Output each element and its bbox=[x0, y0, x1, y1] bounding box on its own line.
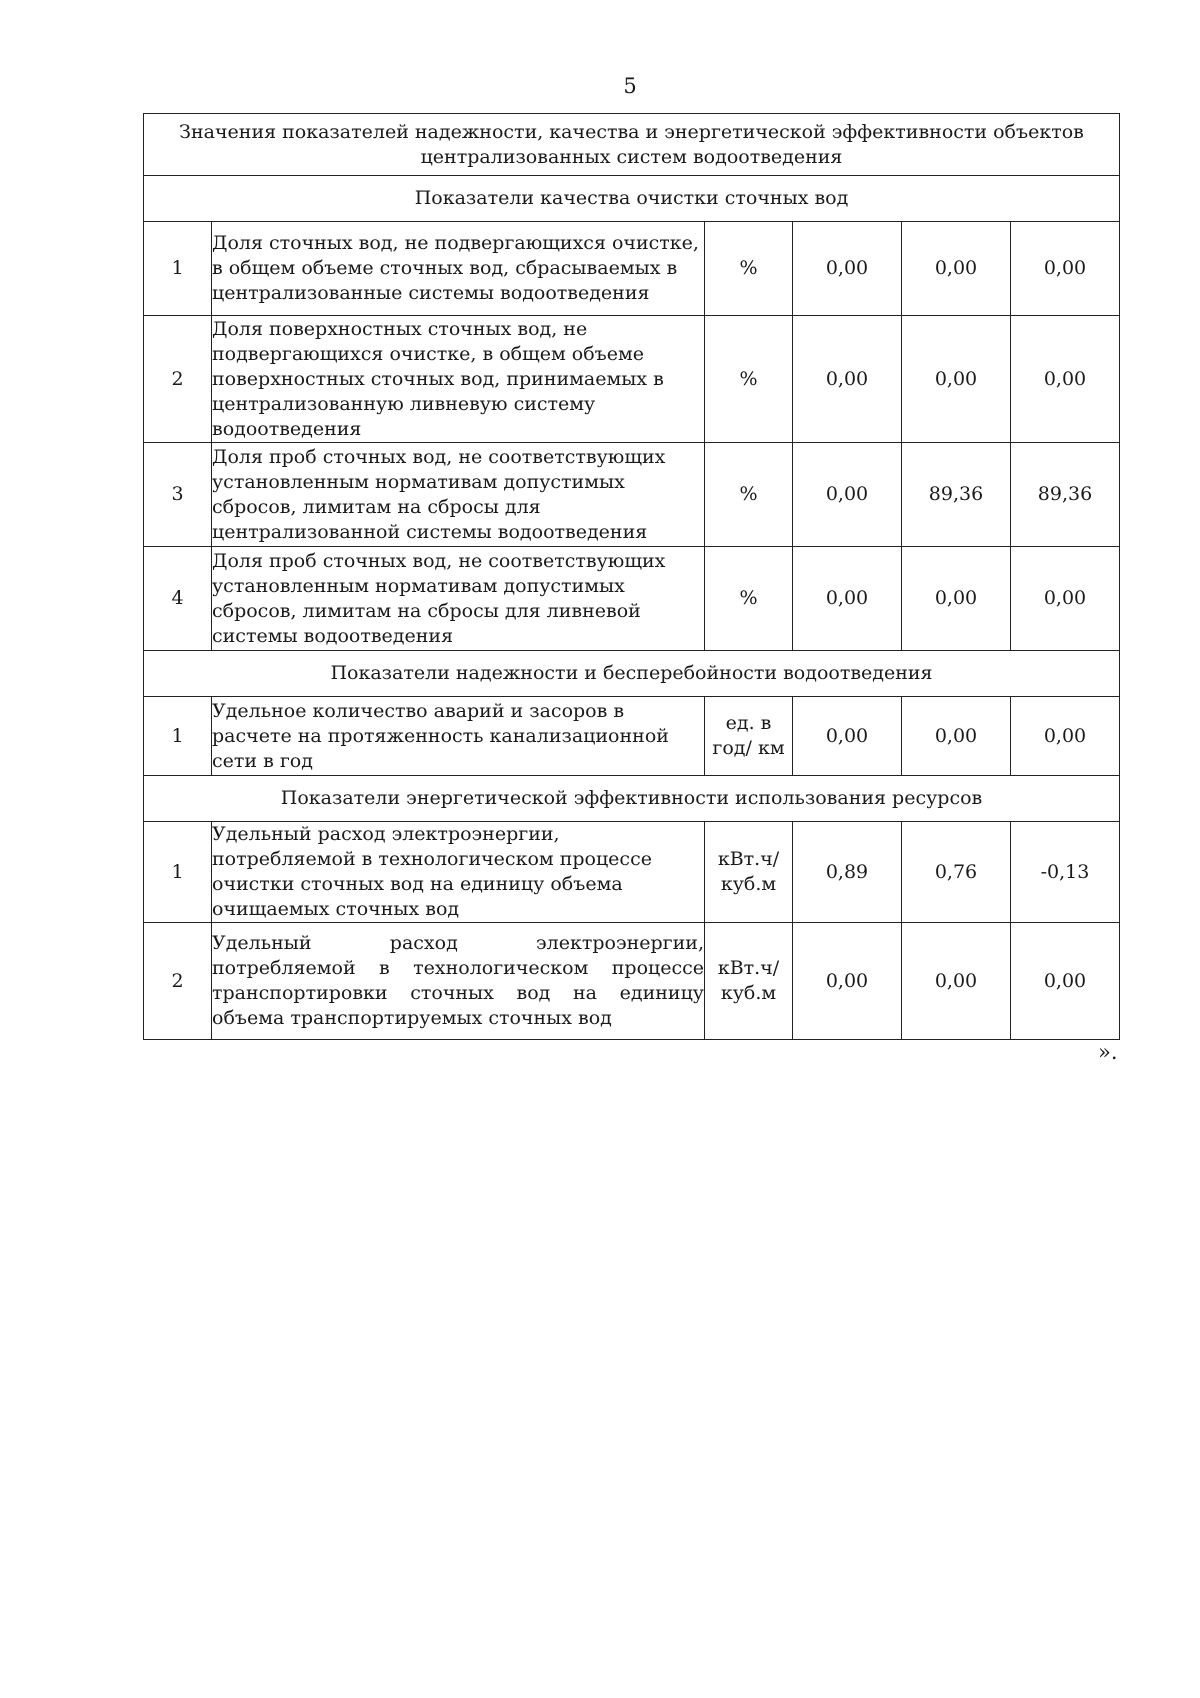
indicators-table bbox=[143, 113, 1120, 1040]
value-cell-3: 0,00 bbox=[1011, 222, 1120, 316]
unit-cell: ед. в год/ км bbox=[705, 697, 793, 776]
unit-cell: % bbox=[705, 222, 793, 316]
unit-cell: кВт.ч/ куб.м bbox=[705, 822, 793, 923]
value-cell-3: -0,13 bbox=[1011, 822, 1120, 923]
row-number: 1 bbox=[144, 822, 212, 923]
row-number: 2 bbox=[144, 923, 212, 1040]
value-cell-2: 0,76 bbox=[902, 822, 1011, 923]
value-cell-3: 89,36 bbox=[1011, 443, 1120, 547]
indicator-name: Доля проб сточных вод, не соответствующих установленным нормативам допустимых сбросов, лимитам на сбросы для ливневой системы водоотведения bbox=[212, 547, 705, 651]
row-number: 4 bbox=[144, 547, 212, 651]
value-cell-2: 0,00 bbox=[902, 923, 1011, 1040]
section-title-reliability: Показатели надежности и бесперебойности водоотведения bbox=[144, 651, 1120, 697]
value-cell-1: 0,00 bbox=[793, 443, 902, 547]
table-row bbox=[144, 822, 1120, 923]
indicator-name: Удельное количество аварий и засоров в расчете на протяженность канализационной сети в год bbox=[212, 697, 705, 776]
section-row bbox=[144, 776, 1120, 822]
value-cell-3: 0,00 bbox=[1011, 547, 1120, 651]
value-cell-1: 0,00 bbox=[793, 697, 902, 776]
value-cell-2: 0,00 bbox=[902, 697, 1011, 776]
indicator-name: Доля сточных вод, не подвергающихся очистке, в общем объеме сточных вод, сбрасываемых в централизованные системы водоотведения bbox=[212, 222, 705, 316]
value-cell-1: 0,00 bbox=[793, 316, 902, 443]
section-row bbox=[144, 651, 1120, 697]
row-number: 1 bbox=[144, 222, 212, 316]
value-cell-2: 0,00 bbox=[902, 222, 1011, 316]
value-cell-1: 0,00 bbox=[793, 547, 902, 651]
section-title-energy: Показатели энергетической эффективности использования ресурсов bbox=[144, 776, 1120, 822]
table-header-row bbox=[144, 114, 1120, 176]
row-number: 1 bbox=[144, 697, 212, 776]
table-row bbox=[144, 222, 1120, 316]
section-row bbox=[144, 176, 1120, 222]
closing-quote-mark: ». bbox=[1098, 1040, 1118, 1064]
value-cell-2: 0,00 bbox=[902, 547, 1011, 651]
value-cell-2: 0,00 bbox=[902, 316, 1011, 443]
table-header: Значения показателей надежности, качества и энергетической эффективности объектов централизованных систем водоотведения bbox=[144, 114, 1120, 176]
row-number: 2 bbox=[144, 316, 212, 443]
section-title-quality: Показатели качества очистки сточных вод bbox=[144, 176, 1120, 222]
table-row bbox=[144, 316, 1120, 443]
table-row bbox=[144, 547, 1120, 651]
indicator-name: Доля проб сточных вод, не соответствующих установленным нормативам допустимых сбросов, лимитам на сбросы для централизованной системы водоотведения bbox=[212, 443, 705, 547]
indicator-name: Доля поверхностных сточных вод, не подвергающихся очистке, в общем объеме поверхностных сточных вод, принимаемых в централизованную ливневую систему водоотведения bbox=[212, 316, 705, 443]
value-cell-3: 0,00 bbox=[1011, 923, 1120, 1040]
page-number: 5 bbox=[623, 74, 637, 98]
unit-cell: % bbox=[705, 316, 793, 443]
value-cell-1: 0,00 bbox=[793, 222, 902, 316]
table-row bbox=[144, 443, 1120, 547]
value-cell-1: 0,89 bbox=[793, 822, 902, 923]
value-cell-1: 0,00 bbox=[793, 923, 902, 1040]
value-cell-2: 89,36 bbox=[902, 443, 1011, 547]
indicator-name: Удельный расход электроэнергии, потребляемой в технологическом процессе очистки сточных вод на единицу объема очищаемых сточных вод bbox=[212, 822, 705, 923]
row-number: 3 bbox=[144, 443, 212, 547]
table-row bbox=[144, 923, 1120, 1040]
unit-cell: % bbox=[705, 547, 793, 651]
unit-cell: кВт.ч/ куб.м bbox=[705, 923, 793, 1040]
unit-cell: % bbox=[705, 443, 793, 547]
table-row bbox=[144, 697, 1120, 776]
indicator-name: Удельный расход электроэнергии, потребляемой в технологическом процессе транспортировки сточных вод на единицу объема транспортируемых сточных вод bbox=[212, 923, 705, 1040]
value-cell-3: 0,00 bbox=[1011, 697, 1120, 776]
value-cell-3: 0,00 bbox=[1011, 316, 1120, 443]
